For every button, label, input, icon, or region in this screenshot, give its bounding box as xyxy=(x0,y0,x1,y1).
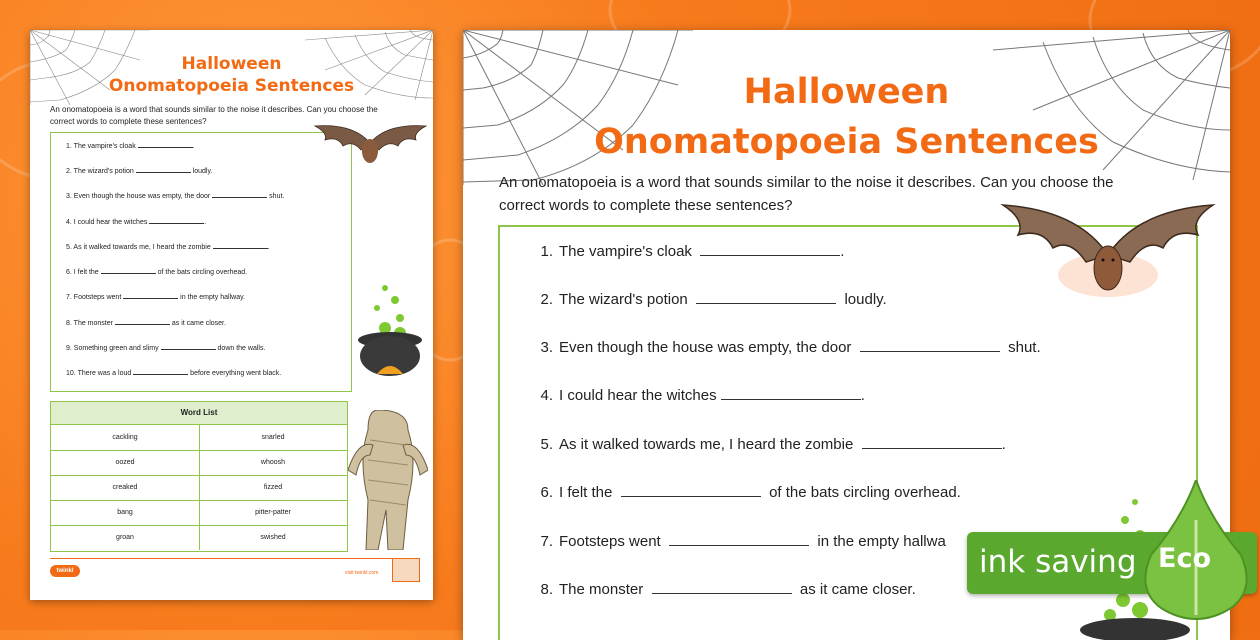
word-list-cell: cackling xyxy=(51,425,200,451)
word-list-table xyxy=(50,401,348,552)
twinkl-logo: twinkl xyxy=(50,565,80,577)
word-list-cell: swished xyxy=(260,534,286,541)
small-title-line2: Onomatopoeia Sentences xyxy=(108,76,355,96)
bat-illustration-small xyxy=(313,118,428,168)
word-list-cell: whoosh xyxy=(199,450,347,476)
sentence-7: 7. Footsteps went in the empty hallwa xyxy=(540,533,946,550)
intro-line1: An onomatopoeia is a word that sounds similar to the noise it describes. Can you choose the xyxy=(499,174,1114,191)
sentence-1: 1. The vampire's cloak . xyxy=(540,243,845,260)
word-list-cell: creaked xyxy=(51,475,200,501)
footer-url: visit twinkl.com xyxy=(345,570,379,576)
word-list-cell: fizzed xyxy=(199,475,347,501)
cauldron-illustration-small xyxy=(355,278,425,388)
sentence-4: 4. I could hear the witches . xyxy=(540,387,865,404)
eco-label: Eco xyxy=(1158,543,1211,574)
small-sentence-7: 7. Footsteps went in the empty hallway. xyxy=(66,294,246,301)
word-list-cell: oozed xyxy=(51,450,200,476)
ink-saving-text: ink saving xyxy=(979,544,1137,580)
sentence-5: 5. As it walked towards me, I heard the zombie . xyxy=(540,436,1006,453)
word-list-cell: bang xyxy=(51,500,200,526)
page-title-line2: Onomatopoeia Sentences xyxy=(594,122,1099,162)
sentence-2: 2. The wizard's potion loudly. xyxy=(540,291,887,308)
footer-badge xyxy=(392,558,420,582)
small-sentence-2: 2. The wizard's potion loudly. xyxy=(66,168,213,175)
sentence-6: 6. I felt the of the bats circling overhead. xyxy=(540,484,961,501)
small-title-line1: Halloween xyxy=(181,54,282,74)
word-list-heading: Word List xyxy=(51,402,347,425)
word-list-cell: groan xyxy=(51,525,200,550)
small-sentence-5: 5. As it walked towards me, I heard the zombie . xyxy=(66,244,270,251)
word-list-cell: snarled xyxy=(199,425,347,451)
small-sentence-box xyxy=(50,132,352,392)
bat-illustration xyxy=(998,200,1218,300)
small-sentence-4: 4. I could hear the witches . xyxy=(66,219,207,226)
small-sentence-6: 6. I felt the of the bats circling overhead. xyxy=(66,269,248,276)
small-sentence-10: 10. There was a loud before everything went black. xyxy=(66,370,282,377)
word-list-cell: pitter-patter xyxy=(199,500,347,526)
mummy-illustration-small xyxy=(348,410,428,550)
small-intro-line1: An onomatopoeia is a word that sounds similar to the noise it describes. Can you choose the xyxy=(50,105,378,114)
small-intro-line2: correct words to complete these sentences? xyxy=(50,117,207,126)
worksheet-thumbnail[interactable] xyxy=(30,30,433,600)
small-sentence-3: 3. Even though the house was empty, the door shut. xyxy=(66,193,285,200)
sentence-3: 3. Even though the house was empty, the door shut. xyxy=(540,339,1041,356)
small-sentence-1: 1. The vampire's cloak . xyxy=(66,143,195,150)
intro-line2: correct words to complete these sentences? xyxy=(499,197,793,214)
page-title-line1: Halloween xyxy=(743,72,950,112)
small-sentence-9: 9. Something green and slimy down the walls. xyxy=(66,345,266,352)
sentence-8: 8. The monster as it came closer. xyxy=(540,581,916,598)
small-sentence-8: 8. The monster as it came closer. xyxy=(66,320,226,327)
